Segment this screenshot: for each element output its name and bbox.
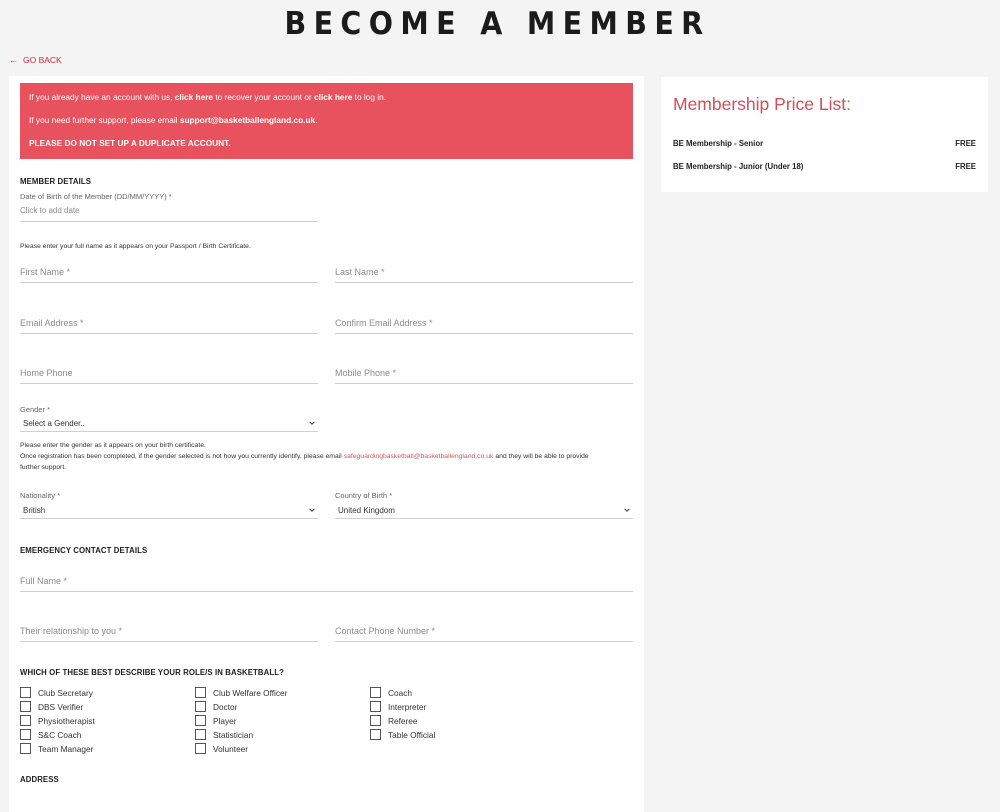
relationship-input[interactable] [20,620,318,641]
role-checkbox-dbs-verifier[interactable] [20,701,83,712]
dob-input[interactable] [20,200,318,221]
role-checkbox-team-manager[interactable] [20,743,93,754]
role-checkbox-club-welfare-officer[interactable] [195,687,287,698]
contact-phone-input[interactable] [335,620,633,641]
role-checkbox-table-official[interactable] [370,729,435,740]
nationality-select[interactable] [20,504,318,519]
membership-name: BE Membership - Junior (Under 18) [673,162,804,171]
emergency-full-name-field[interactable] [20,570,633,592]
role-label: Interpreter [388,701,427,712]
safeguarding-email-link[interactable]: safeguardingbasketball@basketballengland.co.uk [343,453,494,460]
alert-line-1 [29,92,624,103]
checkbox-box[interactable] [20,729,31,740]
support-email-link[interactable]: support@basketballengland.co.uk [179,115,316,125]
gender-note-line-2 [20,451,589,462]
emergency-full-name-input[interactable] [20,570,633,591]
account-alert [20,83,633,159]
country-of-birth-label: Country of Birth * [335,491,393,500]
email-field[interactable] [20,312,318,334]
checkbox-box[interactable] [20,715,31,726]
go-back-link[interactable] [9,55,62,65]
mobile-phone-input[interactable] [335,362,633,383]
email-input[interactable] [20,312,318,333]
alert-text: to recover your account or [215,92,312,102]
role-checkbox-physiotherapist[interactable] [20,715,95,726]
role-label: Player [213,715,237,726]
confirm-email-field[interactable] [335,312,633,334]
go-back-label: GO BACK [23,55,62,65]
arrow-left-icon: ← [9,55,18,65]
price-row [673,162,976,171]
chevron-down-icon [624,507,630,513]
checkbox-box[interactable] [20,701,31,712]
price-row [673,139,976,148]
checkbox-box[interactable] [370,701,381,712]
confirm-email-input[interactable] [335,312,633,333]
last-name-field[interactable] [335,261,633,283]
role-label: Referee [388,715,418,726]
role-checkbox-coach[interactable] [370,687,412,698]
price-list-card [661,77,988,192]
nationality-label: Nationality * [20,491,61,500]
role-checkbox-player[interactable] [195,715,237,726]
gender-note-line-3: further support. [20,464,67,471]
role-checkbox-statistician[interactable] [195,729,253,740]
role-label: DBS Verifier [38,701,84,712]
membership-name: BE Membership - Senior [673,139,764,148]
country-of-birth-select[interactable] [335,504,633,519]
alert-text: . [315,115,318,125]
dob-label: Date of Birth of the Member (DD/MM/YYYY) * [20,192,172,201]
first-name-input[interactable] [20,261,318,282]
address-heading: ADDRESS [20,775,59,784]
chevron-down-icon [309,420,315,426]
member-details-heading: MEMBER DETAILS [20,177,91,186]
checkbox-box[interactable] [370,715,381,726]
role-checkbox-interpreter[interactable] [370,701,426,712]
role-label: Club Secretary [38,687,93,698]
alert-line-3 [29,138,624,149]
alert-text: If you need further support, please email [29,115,178,125]
role-label: Club Welfare Officer [213,687,288,698]
role-checkbox-doctor[interactable] [195,701,237,712]
price-list-title: Membership Price List: [673,94,851,114]
gender-label: Gender * [20,405,51,414]
nationality-selected-value: British [23,506,46,515]
membership-price: FREE [955,162,976,171]
role-label: Physiotherapist [38,715,95,726]
role-label: Statistician [213,729,254,740]
role-label: S&C Coach [38,729,82,740]
checkbox-box[interactable] [195,715,206,726]
checkbox-box[interactable] [20,743,31,754]
contact-phone-field[interactable] [335,620,633,642]
name-note: Please enter your full name as it appears on your Passport / Birth Certificate. [20,243,251,250]
role-checkbox-club-secretary[interactable] [20,687,93,698]
dob-field[interactable] [20,200,318,222]
chevron-down-icon [309,507,315,513]
role-label: Volunteer [213,743,249,754]
role-checkbox-volunteer[interactable] [195,743,248,754]
role-label: Team Manager [38,743,94,754]
checkbox-box[interactable] [20,687,31,698]
alert-line-2 [29,115,624,126]
checkbox-box[interactable] [195,687,206,698]
emergency-contact-heading: EMERGENCY CONTACT DETAILS [20,546,148,555]
checkbox-box[interactable] [370,729,381,740]
roles-heading: WHICH OF THESE BEST DESCRIBE YOUR ROLE/S IN BASKETBALL? [20,668,284,677]
alert-text: If you already have an account with us, [29,92,173,102]
page-title: BECOME A MEMBER [284,6,711,42]
role-label: Coach [388,687,412,698]
role-label: Table Official [388,729,436,740]
gender-selected-value: Select a Gender.. [23,419,85,428]
gender-note-text: Once registration has been completed, if the gender selected is not how you currently identify, please email [20,453,342,460]
registration-form [9,76,644,812]
duplicate-warning: PLEASE DO NOT SET UP A DUPLICATE ACCOUNT. [29,138,231,148]
checkbox-box[interactable] [195,729,206,740]
first-name-field[interactable] [20,261,318,283]
mobile-phone-field[interactable] [335,362,633,384]
role-checkbox-sc-coach[interactable] [20,729,81,740]
membership-price: FREE [955,139,976,148]
country-selected-value: United Kingdom [338,506,395,515]
role-checkbox-referee[interactable] [370,715,418,726]
home-phone-field[interactable] [20,362,318,384]
gender-note-line-1: Please enter the gender as it appears on your birth certificate. [20,442,206,449]
login-link[interactable]: click here [314,92,353,102]
recover-account-link[interactable]: click here [174,92,214,102]
gender-note-text: and they will be able to provide [495,453,589,460]
last-name-input[interactable] [335,261,633,282]
gender-note [20,440,589,473]
gender-select[interactable] [20,417,318,432]
checkbox-box[interactable] [370,687,381,698]
checkbox-box[interactable] [195,701,206,712]
checkbox-box[interactable] [195,743,206,754]
relationship-field[interactable] [20,620,318,642]
home-phone-input[interactable] [20,362,318,383]
alert-text: to log in. [354,92,387,102]
role-label: Doctor [213,701,238,712]
